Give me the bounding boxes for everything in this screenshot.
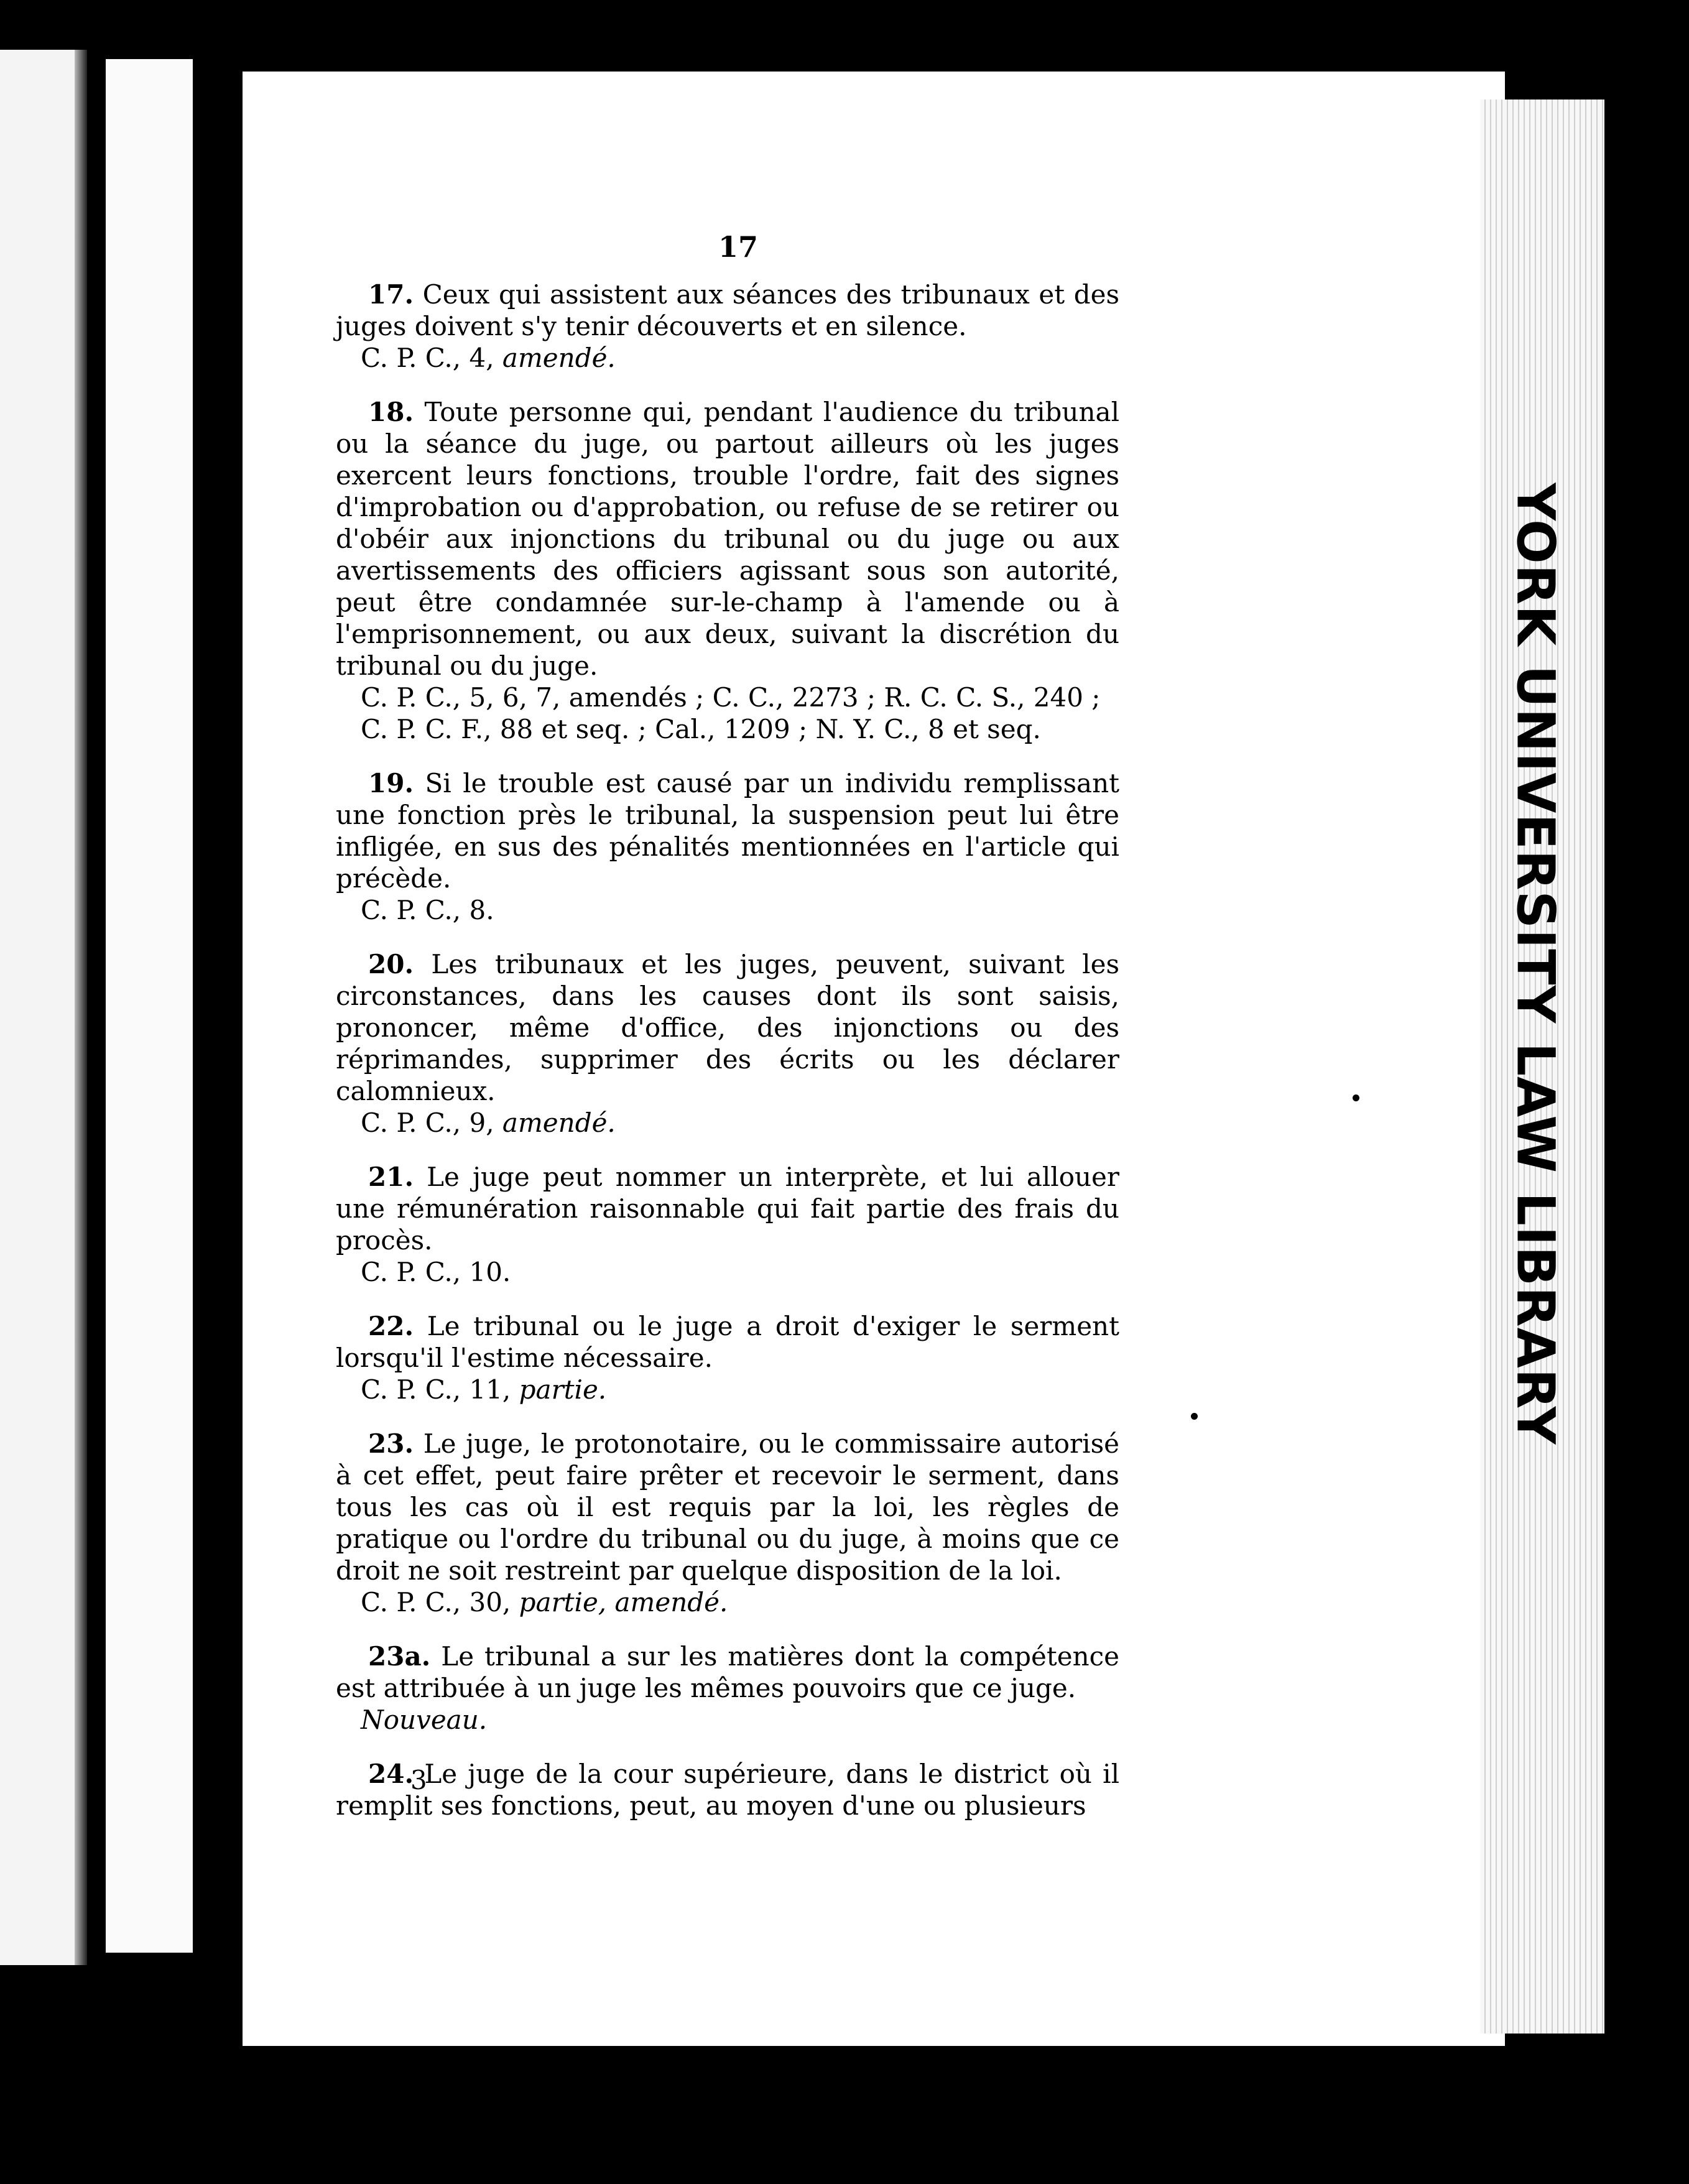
article-body: Le juge de la cour supérieure, dans le district où il remplit ses fonctions, peut, au moyen d'une ou plusieurs <box>336 1759 1119 1821</box>
article-body: Les tribunaux et les juges, peuvent, suivant les circonstances, dans les causes dont ils sont saisis, prononcer, même d'office, des injonctions ou des réprimandes, supprimer des écrits ou les déclarer calomnieux. <box>336 949 1119 1106</box>
article-text <box>336 948 1119 1107</box>
speck <box>1191 1413 1198 1420</box>
article-body: Le tribunal a sur les matières dont la compétence est attribuée à un juge les mêmes pouvoirs que ce juge. <box>336 1641 1119 1703</box>
article-reference: C. P. C., 30, partie, amendé. <box>361 1587 728 1617</box>
page-number: 17 <box>718 230 759 264</box>
article-body: Si le trouble est causé par un individu remplissant une fonction près le tribunal, la suspension peut lui être infligée, en sus des pénalités mentionnées en l'article qui précède. <box>336 768 1119 894</box>
article-reference: C. P. C., 9, amendé. <box>361 1108 616 1138</box>
article-reference: Nouveau. <box>361 1705 488 1735</box>
article-20 <box>336 948 1119 1139</box>
article-body: Le tribunal ou le juge a droit d'exiger le serment lorsqu'il l'estime nécessaire. <box>336 1311 1119 1373</box>
signature-mark: 3 <box>410 1765 427 1795</box>
article-text <box>336 1428 1119 1586</box>
library-stamp-text: YORK UNIVERSITY LAW LIBRARY <box>1506 483 1567 1445</box>
article-text <box>336 1758 1119 1821</box>
left-page-edge <box>0 50 87 1965</box>
article-number: 17. <box>368 279 414 310</box>
article-17 <box>336 279 1119 374</box>
article-text <box>336 1310 1119 1374</box>
article-22 <box>336 1310 1119 1405</box>
article-text <box>336 1161 1119 1256</box>
article-19 <box>336 767 1119 926</box>
article-24 <box>336 1758 1119 1821</box>
article-number: 20. <box>368 949 414 979</box>
article-number: 21. <box>368 1162 414 1192</box>
article-number: 19. <box>368 768 414 798</box>
article-text <box>336 279 1119 342</box>
article-number: 22. <box>368 1311 414 1341</box>
library-stamp <box>1499 483 1573 1445</box>
article-body: Ceux qui assistent aux séances des tribunaux et des juges doivent s'y tenir découverts et en silence. <box>336 279 1119 341</box>
article-body: Toute personne qui, pendant l'audience du tribunal ou la séance du juge, ou partout ailleurs où les juges exercent leurs fonctions, trouble l'ordre, fait des signes d'improbation ou d'approbation, ou refuse de se retirer ou d'obéir aux injonctions du tribunal ou du juge ou aux avertissements des officiers agissant sous son autorité, peut être condamnée sur-le-champ à l'amende ou à l'emprisonnement, ou aux deux, suivant la discrétion du tribunal ou du juge. <box>336 397 1119 681</box>
article-body: Le juge, le protonotaire, ou le commissaire autorisé à cet effet, peut faire prêter et recevoir le serment, dans tous les cas où il est requis par la loi, les règles de pratique ou l'ordre du tribunal ou du juge, à moins que ce droit ne soit restreint par quelque disposition de la loi. <box>336 1428 1119 1586</box>
article-text <box>336 767 1119 894</box>
article-text <box>336 1640 1119 1704</box>
speck <box>1353 1094 1359 1101</box>
article-number: 23. <box>368 1428 414 1459</box>
article-reference: C. P. C., 5, 6, 7, amendés ; C. C., 2273 ; R. C. C. S., 240 ; C. P. C. F., 88 et seq. ; Cal., 1209 ; N. Y. C., 8 et seq. <box>361 682 1101 744</box>
article-23a <box>336 1640 1119 1736</box>
article-reference: C. P. C., 11, partie. <box>361 1374 607 1405</box>
left-page-strip <box>106 59 193 1953</box>
article-number: 24. <box>368 1759 414 1789</box>
article-reference: C. P. C., 8. <box>361 895 494 925</box>
article-reference: C. P. C., 4, amendé. <box>361 343 616 373</box>
article-23 <box>336 1428 1119 1618</box>
article-21 <box>336 1161 1119 1288</box>
article-list <box>336 279 1119 1844</box>
article-reference: C. P. C., 10. <box>361 1257 511 1287</box>
article-number: 23a. <box>368 1641 431 1672</box>
article-number: 18. <box>368 397 414 427</box>
article-18 <box>336 396 1119 745</box>
article-body: Le juge peut nommer un interprète, et lui allouer une rémunération raisonnable qui fait partie des frais du procès. <box>336 1162 1119 1256</box>
article-text <box>336 396 1119 682</box>
